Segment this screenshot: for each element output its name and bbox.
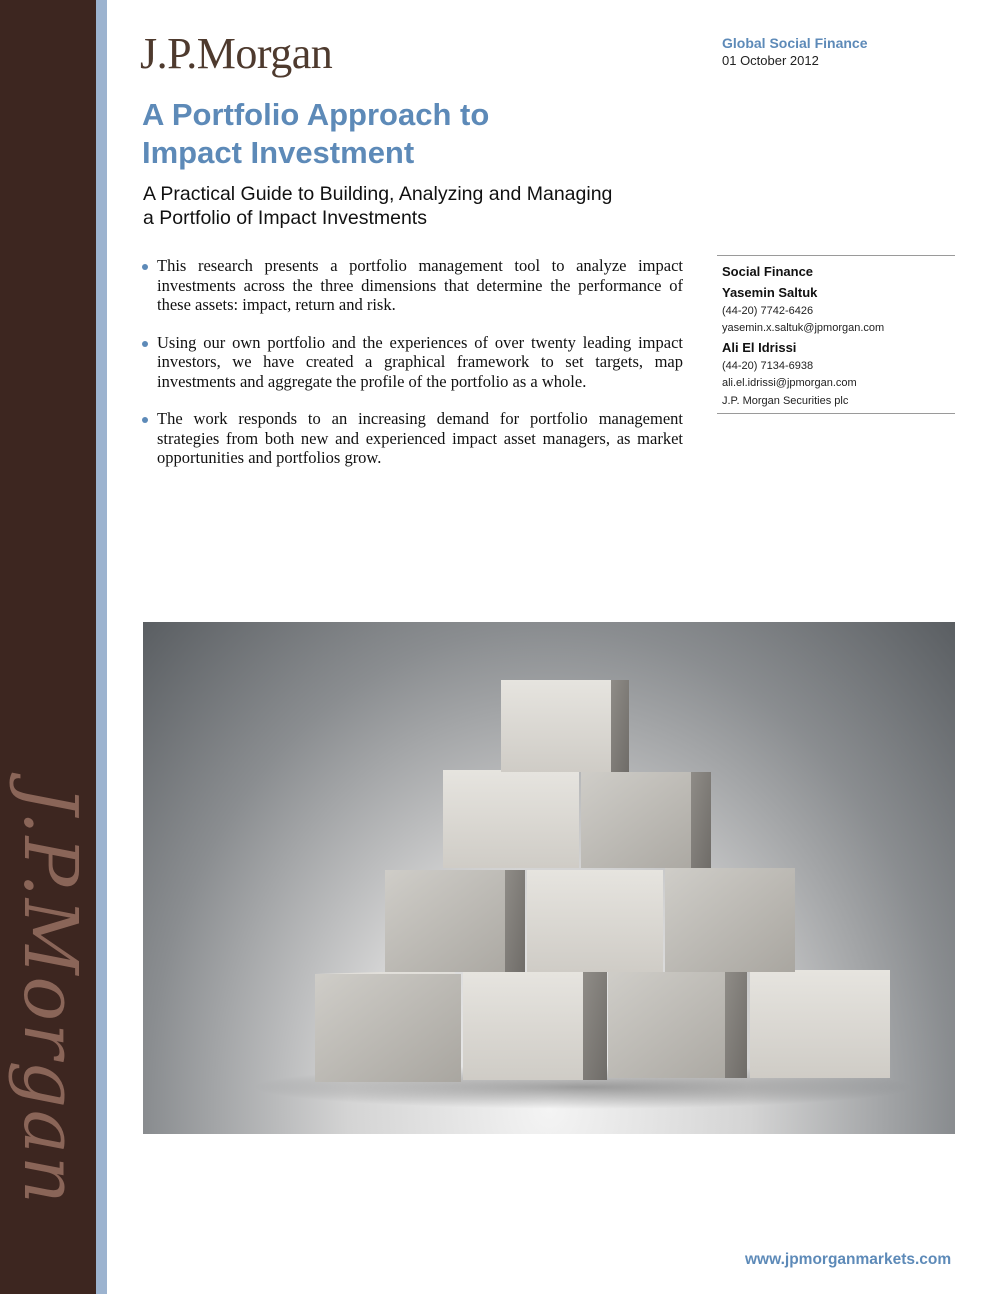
title-line-1: A Portfolio Approach to	[142, 97, 490, 132]
wooden-blocks-photo	[143, 622, 955, 1134]
contact-name: Yasemin Saltuk	[722, 285, 818, 300]
block-row3-1	[443, 770, 579, 868]
subtitle-line-2: a Portfolio of Impact Investments	[143, 207, 427, 229]
summary-bullets	[140, 256, 683, 486]
bullet-text: This research presents a portfolio management tool to analyze impact investments across the three dimensions that determine the performance of these assets: impact, return and risk.	[157, 256, 683, 314]
bullet-dot-icon	[142, 264, 148, 270]
sidebar-stripe	[96, 0, 107, 1294]
company-logo: J.P.Morgan	[140, 29, 333, 78]
contact-box	[717, 255, 955, 414]
bullet-item	[140, 409, 683, 468]
division-label: Global Social Finance	[722, 35, 868, 51]
bullet-dot-icon	[142, 341, 148, 347]
subtitle-line-1: A Practical Guide to Building, Analyzing and Managing	[143, 183, 613, 205]
block-row2-1	[385, 870, 525, 972]
footer-website-link[interactable]: www.jpmorganmarkets.com	[745, 1251, 952, 1268]
contact-phone: (44-20) 7742-6426	[722, 305, 814, 317]
report-subtitle	[143, 182, 703, 230]
bullet-dot-icon	[142, 417, 148, 423]
block-bottom-1	[315, 970, 461, 1082]
block-bottom-3	[608, 972, 747, 1078]
contact-email-link[interactable]: yasemin.x.saltuk@jpmorgan.com	[722, 322, 885, 334]
contact-phone: (44-20) 7134-6938	[722, 360, 814, 372]
block-row2-2	[527, 870, 663, 972]
contact-name: Ali El Idrissi	[722, 340, 797, 355]
block-row2-3	[665, 868, 795, 972]
block-top	[501, 680, 629, 772]
block-row3-2	[581, 772, 711, 868]
contact-firm: J.P. Morgan Securities plc	[722, 395, 849, 407]
contact-department: Social Finance	[722, 264, 814, 279]
blocks-illustration	[143, 622, 955, 1134]
title-line-2: Impact Investment	[142, 135, 415, 170]
sidebar-script-logo: J.P.Morgan	[7, 785, 93, 1206]
report-title	[142, 96, 702, 172]
contact-email-link[interactable]: ali.el.idrissi@jpmorgan.com	[722, 377, 857, 389]
bullet-item	[140, 333, 683, 392]
bullet-item	[140, 256, 683, 315]
block-bottom-4	[750, 970, 890, 1078]
report-date: 01 October 2012	[722, 53, 819, 68]
report-header-info	[722, 35, 867, 68]
bullet-text: The work responds to an increasing demand for portfolio management strategies from both new and experienced impact asset managers, as market opportunities and portfolios grow.	[157, 409, 683, 467]
block-bottom-2	[463, 972, 607, 1080]
bullet-text: Using our own portfolio and the experiences of over twenty leading impact investors, we have created a graphical framework to set targets, map investments and aggregate the profile of the portfolio as a whole.	[157, 332, 683, 391]
